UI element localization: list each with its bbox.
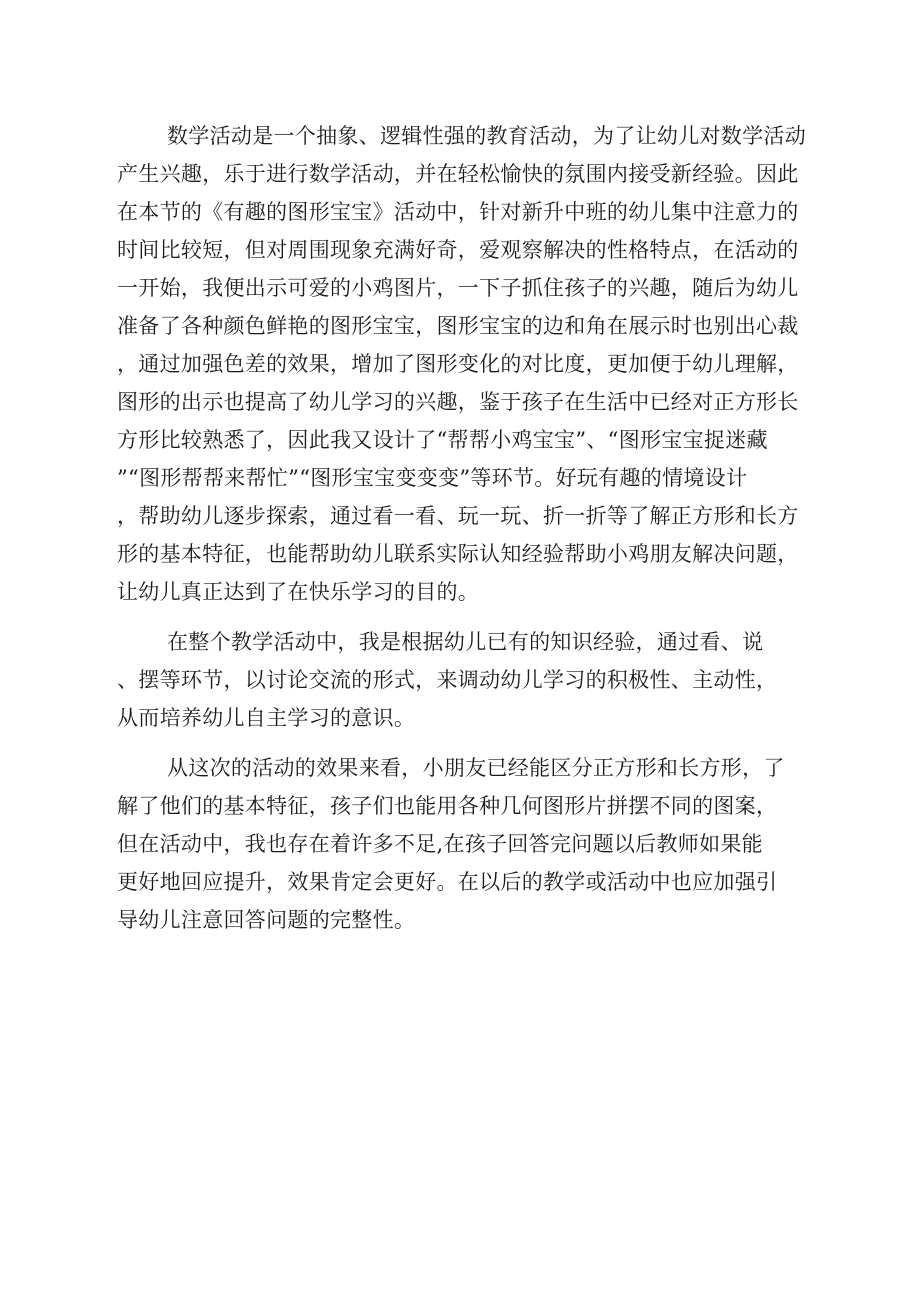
paragraph-line: 、摆等环节，以讨论交流的形式，来调动幼儿学习的积极性、主动性， [117, 668, 778, 692]
paragraph-line: 更好地回应提升，效果肯定会更好。在以后的教学或活动中也应加强引 [117, 870, 778, 894]
paragraph-line: 从而培养幼儿自主学习的意识。 [117, 706, 416, 730]
paragraph-spacer [117, 611, 807, 623]
paragraph-line: 图形的出示也提高了幼儿学习的兴趣，鉴于孩子在生活中已经对正方形长 [117, 390, 799, 414]
paragraph-line: 让幼儿真正达到了在快乐学习的目的。 [117, 580, 480, 604]
paragraph-line: 一开始，我便出示可爱的小鸡图片，一下子抓住孩子的兴趣，随后为幼儿 [117, 276, 799, 300]
paragraph-line: 时间比较短，但对周围现象充满好奇，爱观察解决的性格特点，在活动的 [117, 238, 799, 262]
paragraph-line: 产生兴趣，乐于进行数学活动，并在轻松愉快的氛围内接受新经验。因此 [117, 162, 799, 186]
paragraph-2 [117, 623, 807, 737]
paragraph-line: 方形比较熟悉了，因此我又设计了“帮帮小鸡宝宝”、“图形宝宝捉迷藏 [117, 428, 768, 452]
paragraph-line: 在本节的《有趣的图形宝宝》活动中，针对新升中班的幼儿集中注意力的 [117, 200, 799, 224]
paragraph-line: 从这次的活动的效果来看，小朋友已经能区分正方形和长方形，了 [167, 756, 785, 780]
paragraph-spacer [117, 737, 807, 749]
paragraph-line: ”“图形帮帮来帮忙”“图形宝宝变变变”等环节。好玩有趣的情境设计 [117, 466, 748, 490]
paragraph-3 [117, 749, 807, 939]
paragraph-line: 导幼儿注意回答问题的完整性。 [117, 908, 416, 932]
paragraph-line: 在整个教学活动中，我是根据幼儿已有的知识经验，通过看、说 [167, 630, 764, 654]
paragraph-1 [117, 117, 807, 611]
paragraph-line: 形的基本特征，也能帮助幼儿联系实际认知经验帮助小鸡朋友解决问题， [117, 542, 799, 566]
paragraph-line: ，帮助幼儿逐步探索，通过看一看、玩一玩、折一折等了解正方形和长方 [117, 504, 799, 528]
paragraph-line: 但在活动中，我也存在着许多不足,在孩子回答完问题以后教师如果能 [117, 832, 763, 856]
paragraph-line: 解了他们的基本特征，孩子们也能用各种几何图形片拼摆不同的图案， [117, 794, 778, 818]
paragraph-line: 数学活动是一个抽象、逻辑性强的教育活动，为了让幼儿对数学活动 [167, 124, 806, 148]
paragraph-line: 准备了各种颜色鲜艳的图形宝宝，图形宝宝的边和角在展示时也别出心裁 [117, 314, 799, 338]
paragraph-line: ，通过加强色差的效果，增加了图形变化的对比度，更加便于幼儿理解， [117, 352, 799, 376]
document-body [117, 117, 807, 939]
